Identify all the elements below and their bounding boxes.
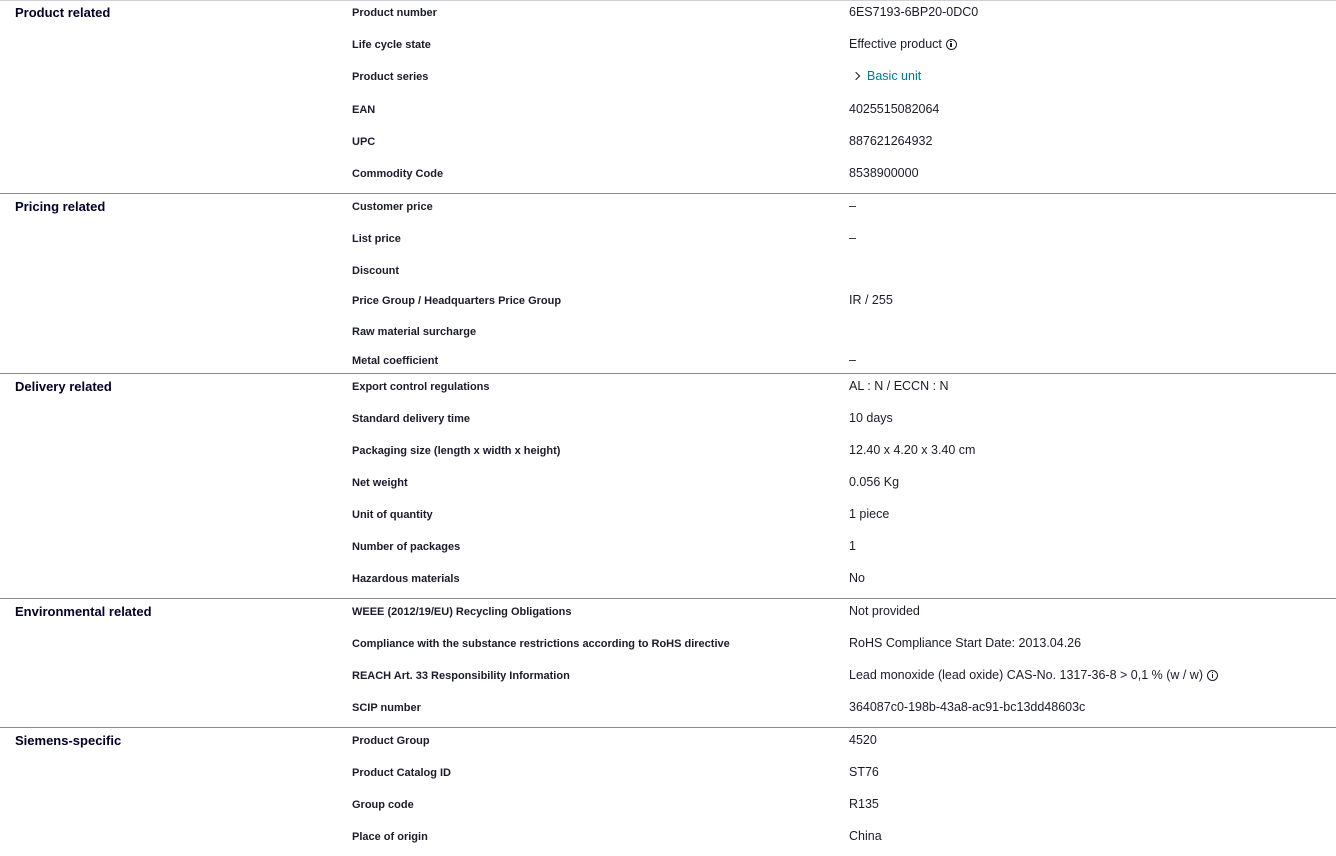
- row-label: Product number: [352, 7, 437, 19]
- row-label: Product Catalog ID: [352, 767, 452, 779]
- row-product-number: [0, 0, 1336, 32]
- row-ean: [0, 97, 1336, 129]
- row-price-group-headquarters-price-group: [0, 288, 1336, 319]
- row-label: Life cycle state: [352, 39, 431, 51]
- row-hazardous-materials: [0, 566, 1336, 598]
- section-title: Siemens-specific: [15, 733, 122, 748]
- info-icon[interactable]: [946, 39, 957, 50]
- row-raw-material-surcharge: [0, 319, 1336, 348]
- row-place-of-origin: [0, 824, 1336, 856]
- row-value: [849, 765, 879, 779]
- value-text: 1: [849, 539, 856, 553]
- row-value: [849, 571, 865, 585]
- section-title: Product related: [15, 5, 111, 20]
- row-value: [849, 231, 856, 245]
- row-commodity-code: [0, 161, 1336, 193]
- value-text: 364087c0-198b-43a8-ac91-bc13dd48603c: [849, 700, 1086, 714]
- row-export-control-regulations: [0, 374, 1336, 406]
- value-text: 1 piece: [849, 507, 890, 521]
- row-label: Standard delivery time: [352, 413, 470, 425]
- section-siemens-specific: [0, 728, 1336, 856]
- row-value: [849, 166, 919, 180]
- row-product-group: [0, 728, 1336, 760]
- value-text: Effective product: [849, 37, 942, 51]
- row-value: [849, 199, 856, 213]
- value-text: ST76: [849, 765, 879, 779]
- row-value: [849, 539, 856, 553]
- row-label: Commodity Code: [352, 168, 444, 180]
- link-text: Basic unit: [867, 69, 922, 83]
- row-scip-number: [0, 695, 1336, 727]
- row-number-of-packages: [0, 534, 1336, 566]
- row-standard-delivery-time: [0, 406, 1336, 438]
- row-value: [849, 636, 1081, 650]
- row-product-catalog-id: [0, 760, 1336, 792]
- row-net-weight: [0, 470, 1336, 502]
- row-value: [849, 102, 939, 116]
- value-text: R135: [849, 797, 879, 811]
- value-text: 6ES7193-6BP20-0DC0: [849, 5, 979, 19]
- value-text: AL : N / ECCN : N: [849, 379, 949, 393]
- section-title: Environmental related: [15, 604, 152, 619]
- row-label: Number of packages: [352, 541, 461, 553]
- value-text: Not provided: [849, 604, 920, 618]
- value-text: 0.056 Kg: [849, 475, 900, 489]
- row-label: Customer price: [352, 201, 433, 213]
- value-text: 4520: [849, 733, 877, 747]
- info-icon[interactable]: [1207, 670, 1218, 681]
- row-label: Product series: [352, 71, 429, 83]
- row-value: [849, 379, 949, 393]
- row-customer-price: [0, 194, 1336, 226]
- row-packaging-size-length-x-width-x-height: [0, 438, 1336, 470]
- row-label: Packaging size (length x width x height): [352, 445, 561, 457]
- value-text: RoHS Compliance Start Date: 2013.04.26: [849, 636, 1082, 650]
- row-label: Compliance with the substance restrictions according to RoHS directive: [352, 638, 730, 650]
- row-value: [849, 733, 877, 747]
- product-series-link[interactable]: [849, 69, 921, 83]
- row-label: Metal coefficient: [352, 355, 439, 367]
- row-value: [849, 69, 921, 83]
- row-reach-art-33-responsibility-information: [0, 663, 1336, 695]
- section-delivery-related: [0, 374, 1336, 599]
- section-title: Delivery related: [15, 379, 112, 394]
- row-unit-of-quantity: [0, 502, 1336, 534]
- row-life-cycle-state: [0, 32, 1336, 64]
- row-value: [849, 411, 893, 425]
- value-text: 887621264932: [849, 134, 933, 148]
- row-value: [849, 507, 889, 521]
- row-label: WEEE (2012/19/EU) Recycling Obligations: [352, 606, 572, 618]
- row-label: Unit of quantity: [352, 509, 433, 521]
- row-value: [849, 134, 932, 148]
- section-product-related: [0, 0, 1336, 194]
- row-product-series: [0, 64, 1336, 97]
- row-value: [849, 829, 882, 843]
- row-value: [849, 353, 856, 367]
- row-label: UPC: [352, 136, 376, 148]
- row-label: Net weight: [352, 477, 408, 489]
- row-weee-2012-19-eu-recycling-obligations: [0, 599, 1336, 631]
- row-value: [849, 700, 1085, 714]
- row-value: [849, 293, 893, 307]
- row-compliance-with-the-substance-restrictions-according-to-rohs-directive: [0, 631, 1336, 663]
- row-label: SCIP number: [352, 702, 421, 714]
- row-label: Product Group: [352, 735, 430, 747]
- section-title: Pricing related: [15, 199, 106, 214]
- section-environmental-related: [0, 599, 1336, 728]
- value-text: 12.40 x 4.20 x 3.40 cm: [849, 443, 976, 457]
- row-value: [849, 37, 957, 51]
- value-text: –: [849, 199, 856, 213]
- value-text: 4025515082064: [849, 102, 940, 116]
- row-label: Hazardous materials: [352, 573, 460, 585]
- row-value: [849, 5, 978, 19]
- row-label: Place of origin: [352, 831, 428, 843]
- value-text: China: [849, 829, 882, 843]
- row-discount: [0, 258, 1336, 288]
- row-list-price: [0, 226, 1336, 258]
- value-text: –: [849, 231, 856, 245]
- row-metal-coefficient: [0, 348, 1336, 373]
- row-label: Raw material surcharge: [352, 326, 477, 338]
- value-text: –: [849, 353, 856, 367]
- row-label: EAN: [352, 104, 376, 116]
- value-text: Lead monoxide (lead oxide) CAS-No. 1317-36-8 > 0,1 % (w / w): [849, 668, 1203, 682]
- row-group-code: [0, 792, 1336, 824]
- row-upc: [0, 129, 1336, 161]
- value-text: IR / 255: [849, 293, 893, 307]
- chevron-right-icon: [852, 72, 860, 80]
- row-value: [849, 668, 1218, 682]
- row-value: [849, 797, 879, 811]
- value-text: 8538900000: [849, 166, 919, 180]
- row-value: [849, 443, 975, 457]
- row-value: [849, 604, 920, 618]
- row-value: [849, 475, 899, 489]
- section-pricing-related: [0, 194, 1336, 374]
- row-label: Discount: [352, 265, 400, 277]
- row-label: REACH Art. 33 Responsibility Information: [352, 670, 570, 682]
- row-label: Price Group / Headquarters Price Group: [352, 295, 562, 307]
- row-label: Export control regulations: [352, 381, 490, 393]
- value-text: No: [849, 571, 865, 585]
- value-text: 10 days: [849, 411, 893, 425]
- row-label: Group code: [352, 799, 414, 811]
- row-label: List price: [352, 233, 401, 245]
